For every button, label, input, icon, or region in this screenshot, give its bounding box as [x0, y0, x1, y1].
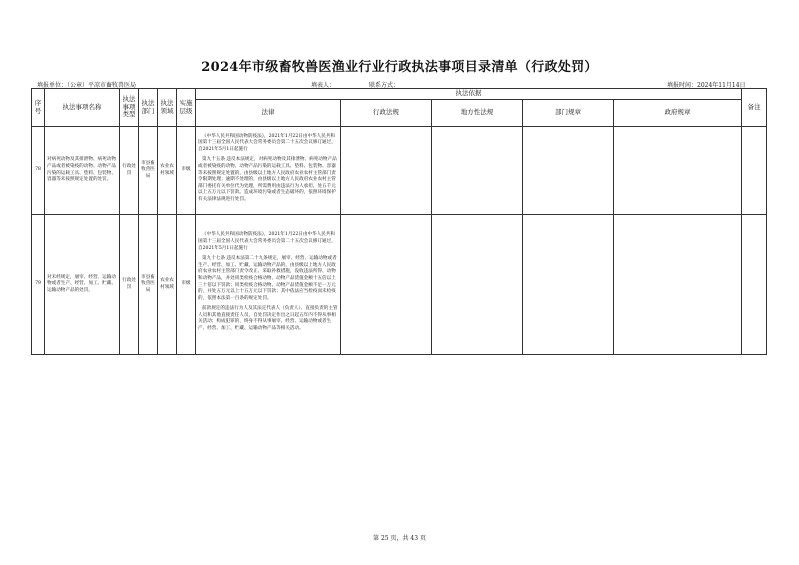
row-seq: 79	[32, 215, 45, 355]
page-number: 第 25 页，共 43 页	[373, 535, 426, 542]
row-dept-rule	[523, 215, 614, 355]
header-basis: 执法依据	[196, 89, 742, 100]
row-level: 市级	[177, 215, 196, 355]
row-gov-rule	[614, 215, 742, 355]
header-local-reg: 地方性法规	[432, 100, 523, 127]
row-name: 对未经规定，屠宰、经营、运输动物或者生产、经营、加工、贮藏、运输动物产品的处罚。	[45, 215, 120, 355]
row-remark	[742, 215, 767, 355]
row-remark	[742, 127, 767, 215]
header-name: 执法事项名称	[45, 89, 120, 127]
page-title: 2024年市级畜牧兽医渔业行业行政执法事项目录清单（行政处罚）	[201, 60, 598, 75]
row-dept: 市县畜牧兽医局	[139, 215, 158, 355]
row-admin-reg	[341, 215, 432, 355]
table-row	[32, 127, 767, 215]
row-type: 行政处罚	[120, 215, 139, 355]
row-field: 农业农村领域	[158, 127, 177, 215]
row-dept: 市县畜牧兽医局	[139, 127, 158, 215]
enforcement-table	[31, 88, 767, 355]
row-name: 对病死动物及其排泄物、病死动物产品或者被染疫的动物、动物产品污染的运载工具、垫料、包装物、容器等未按照规定处置的处罚。	[45, 127, 120, 215]
row-level: 市级	[177, 127, 196, 215]
law-paragraph: 《中华人民共和国动物防疫法》，2021年1月22日由中华人民共和国第十三届全国人民代表大会常务委员会第二十五次会议修订通过，自2021年5月1日起施行	[198, 232, 336, 251]
row-gov-rule	[614, 127, 742, 215]
filling-unit: 填报单位：（公章）平凉市畜牧兽医局	[37, 82, 137, 89]
header-law: 法律	[196, 100, 341, 127]
row-field: 农业农村领域	[158, 215, 177, 355]
row-local-reg	[432, 127, 523, 215]
filler-label: 填表人：	[311, 82, 336, 89]
header-dept-rule: 部门规章	[523, 100, 614, 127]
filling-date: 填报时间：2024年11月14日	[667, 82, 746, 89]
row-type: 行政处罚	[120, 127, 139, 215]
law-paragraph: 第九十七条 违反本法第二十九条规定，屠宰、经营、运输动物或者生产、经营、加工、贮藏、运输动物产品的，由县级以上地方人民政府农业农村主管部门责令改正、采取补救措施，没收违法所得、动物和动物产品，并处同类检疫合格动物、动物产品货值金额十五倍以上三十倍以下罚款；同类检疫合格动物、动物产品货值金额不足一万元的，并处五万元以上十五万元以下罚款；其中依法应当检疫而未检疫的，依照本法第一百条的规定处罚。	[198, 256, 337, 301]
header-field: 执法领域	[158, 89, 177, 127]
header-remark: 备注	[742, 89, 767, 127]
row-law	[196, 215, 341, 355]
law-paragraph: 《中华人民共和国动物防疫法》，2021年1月22日由中华人民共和国第十三届全国人民代表大会常务委员会第二十五次会议修订通过，自2021年5月1日起施行	[198, 133, 336, 152]
header-gov-rule: 政府规章	[614, 100, 742, 127]
contact-label: 联系方式：	[369, 82, 400, 89]
row-seq: 78	[32, 127, 45, 215]
row-local-reg	[432, 215, 523, 355]
row-dept-rule	[523, 127, 614, 215]
law-paragraph: 前款规定的违法行为人及其法定代表人（负责人）、直接负责的主管人员和其他直接责任人员，自处罚决定作出之日起五年内不得从事相关活动；构成犯罪的，终身不得从事屠宰、经营、运输动物或者生产、经营、加工、贮藏、运输动物产品等相关活动。	[198, 306, 338, 332]
row-admin-reg	[341, 127, 432, 215]
header-seq: 序号	[32, 89, 45, 127]
law-paragraph: 第九十五条 违反本法规定，对病死动物及其排泄物、病死动物产品或者被染疫的动物、动物产品污染的运载工具、垫料、包装物、容器等未按照规定处置的，由县级以上地方人民政府农业农村主管部门责令限期处理；逾期不处理的，由县级以上地方人民政府农业农村主管部门委托有关单位代为处理，所需费用由违法行为人承担，处五千元以上五万元以下罚款。造成环境污染或者生态破坏的，依照环境保护有关法律法规进行处罚。	[198, 157, 337, 202]
header-dept: 执法部门	[139, 89, 158, 127]
header-type: 执法事项类型	[120, 89, 139, 127]
table-row	[32, 215, 767, 355]
header-level: 实施层级	[177, 89, 196, 127]
row-law	[196, 127, 341, 215]
header-admin-reg: 行政法规	[341, 100, 432, 127]
